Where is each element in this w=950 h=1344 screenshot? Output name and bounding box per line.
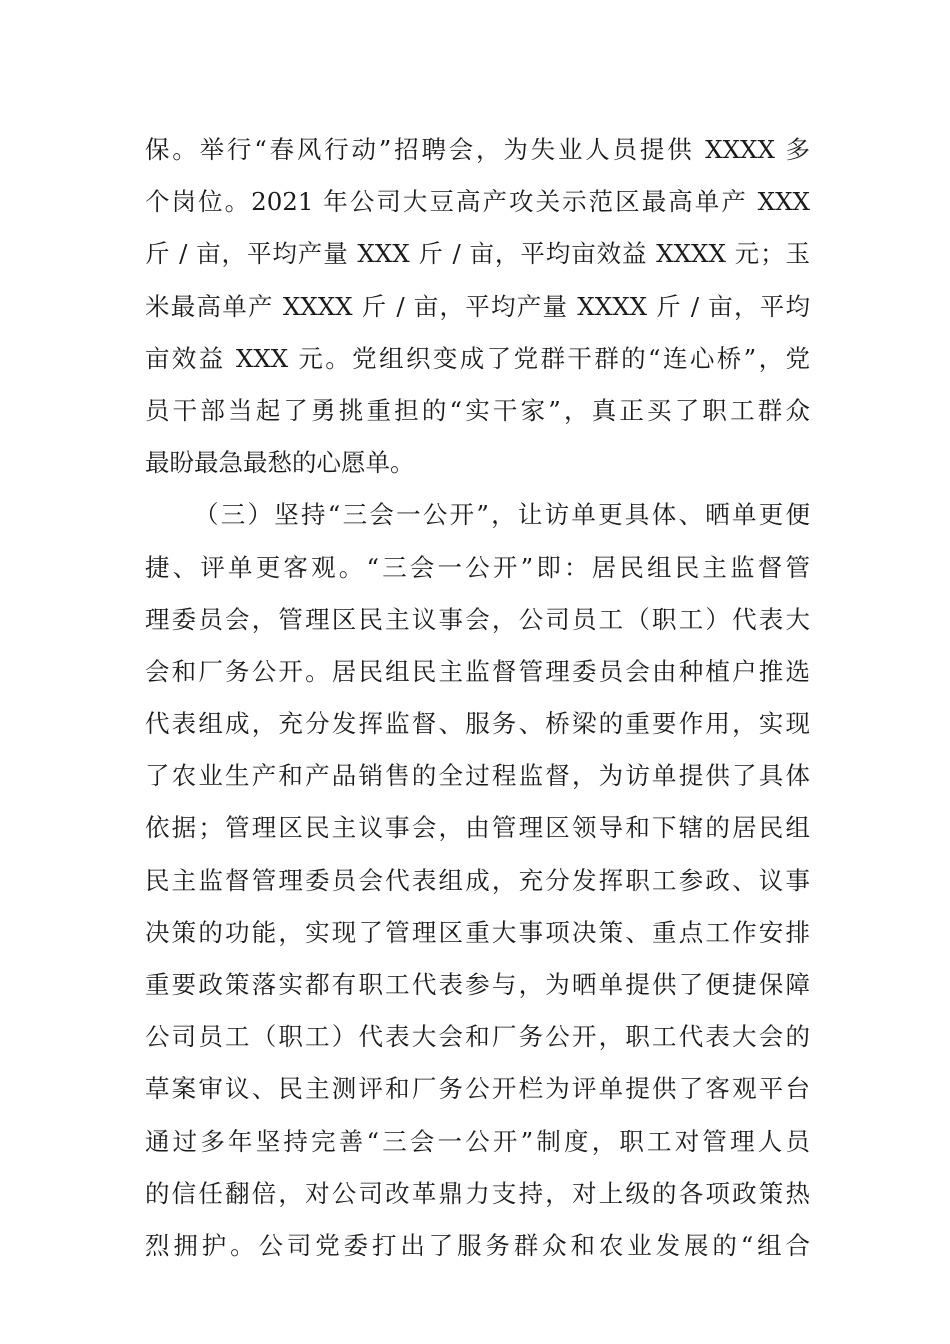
text-line: 代表组成，充分发挥监督、服务、桥梁的重要作用，实现	[145, 709, 810, 739]
text-line: 保。举行“春风行动”招聘会，为失业人员提供 XXXX 多	[145, 135, 810, 164]
body-text	[145, 124, 810, 1272]
text-line: 米最高单产 XXXX 斤 / 亩，平均产量 XXXX 斤 / 亩，平均	[145, 291, 810, 321]
text-line: 个岗位。2021 年公司大豆高产攻关示范区最高单产 XXX	[145, 187, 810, 217]
text-line: 捷、评单更客观。“三会一公开”即：居民组民主监督管	[145, 552, 810, 582]
text-line: 依据；管理区民主议事会，由管理区领导和下辖的居民组	[145, 813, 810, 843]
text-line: 烈拥护。公司党委打出了服务群众和农业发展的“组合	[145, 1230, 810, 1260]
text-line: 民主监督管理委员会代表组成，充分发挥职工参政、议事	[145, 865, 810, 895]
text-line: 最盼最急最愁的心愿单。	[145, 448, 415, 478]
text-line: 了农业生产和产品销售的全过程监督，为访单提供了具体	[145, 761, 810, 791]
text-line: 重要政策落实都有职工代表参与，为晒单提供了便捷保障	[145, 970, 810, 999]
text-line: 理委员会，管理区民主议事会，公司员工（职工）代表大	[145, 604, 810, 634]
text-line: 员干部当起了勇挑重担的“实干家”，真正买了职工群众	[145, 395, 810, 425]
text-line: 草案审议、民主测评和厂务公开栏为评单提供了客观平台	[145, 1074, 810, 1104]
text-line: 的信任翻倍，对公司改革鼎力支持，对上级的各项政策热	[145, 1178, 810, 1208]
text-line: 会和厂务公开。居民组民主监督管理委员会由种植户推选	[145, 656, 810, 686]
text-line: 通过多年坚持完善“三会一公开”制度，职工对管理人员	[145, 1126, 810, 1156]
text-line: 亩效益 XXX 元。党组织变成了党群干群的“连心桥”，党	[145, 343, 810, 373]
text-line: 决策的功能，实现了管理区重大事项决策、重点工作安排	[145, 917, 810, 947]
text-line: 斤 / 亩，平均产量 XXX 斤 / 亩，平均亩效益 XXXX 元；玉	[145, 239, 810, 269]
text-line: 公司员工（职工）代表大会和厂务公开，职工代表大会的	[145, 1022, 810, 1052]
section-heading-line: （三）坚持“三会一公开”，让访单更具体、晒单更便	[194, 500, 810, 530]
